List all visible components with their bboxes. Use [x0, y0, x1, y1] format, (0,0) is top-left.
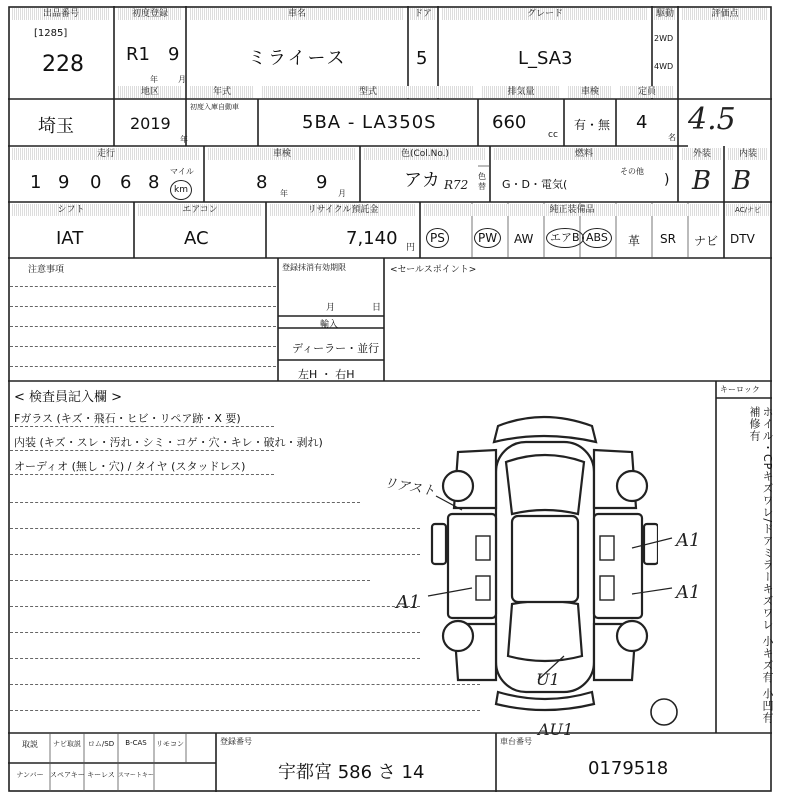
hdr-car-name: 車名: [190, 8, 404, 20]
year-value: 2019: [130, 114, 171, 133]
inspector-line: [10, 606, 420, 607]
inspector-line: [10, 632, 420, 633]
inspector-line: [10, 450, 274, 451]
hdr-doors: ドア: [410, 8, 436, 20]
hdr-import: 輸入: [320, 320, 339, 330]
hdr-checked: 車検: [208, 148, 356, 160]
shift-value: IAT: [56, 228, 84, 249]
recycle-unit: 円: [406, 243, 416, 253]
recycle-value: 7,140: [346, 228, 398, 249]
notes-line: [10, 306, 276, 307]
year-note: 初度入庫自動車: [190, 103, 239, 111]
first-reg-month: 9: [168, 44, 180, 65]
hdr-first-reg: 初度登録: [118, 8, 182, 20]
inspector-line-glass: Fガラス (キズ・飛石・ヒビ・リペア跡・X 要): [14, 412, 241, 425]
fuel-other: その他: [620, 167, 644, 176]
first-reg-era: R1: [126, 44, 150, 65]
checked-month-unit: 月: [338, 189, 346, 198]
year-unit: 年: [180, 135, 188, 144]
equip-sr: SR: [660, 232, 676, 246]
checked-year: 8: [256, 172, 268, 193]
equip-aw: AW: [514, 232, 534, 246]
hdr-equipment: 純正装備品: [424, 204, 720, 216]
lot-number: 228: [42, 52, 84, 77]
equip-ps: PS: [426, 228, 449, 248]
hdr-sales-point: <セールスポイント>: [390, 265, 477, 275]
inspector-line: [10, 474, 274, 475]
notes-line: [10, 346, 276, 347]
inspector-line: [10, 554, 420, 555]
hdr-registration-expiry: 登録抹消有効期限: [282, 263, 346, 272]
first-reg-year-unit: 年: [150, 75, 158, 84]
color-code: R72: [444, 178, 469, 192]
color-value: アカ: [404, 170, 440, 191]
hdr-inspector: < 検査員記入欄 >: [14, 390, 123, 405]
inspection-value: 有・無: [574, 118, 611, 132]
expiry-month: 月: [326, 303, 336, 313]
footer-label-remote: リモコン: [156, 740, 184, 748]
expiry-day: 日: [372, 303, 382, 313]
fuel-close: ): [664, 172, 670, 188]
mileage-digit-3: 0: [90, 172, 102, 193]
annotation-leaders: [388, 476, 708, 736]
inspector-line: [10, 580, 370, 581]
hdr-capacity: 定員: [620, 86, 674, 98]
side-notes: ホイル・CPキズワレ/ドアミラーキズワレ 小キズ有 小凹有 補修有: [748, 406, 774, 725]
equip-dtv: DTV: [730, 232, 755, 246]
aircon-value: AC: [184, 228, 209, 249]
capacity-value: 4: [636, 112, 648, 133]
model-value: 5BA - LA350S: [302, 112, 437, 133]
footer-label-manual: 取説: [22, 740, 38, 749]
hdr-mileage: 走行: [12, 148, 200, 160]
inspector-line-audio: オーディオ (無し・穴) / タイヤ (スタッドレス): [14, 460, 246, 473]
equip-abs: ABS: [582, 228, 612, 248]
inspector-line: [10, 658, 420, 659]
interior-grade: B: [732, 166, 752, 196]
mark-au1-bottom: AU1: [538, 720, 574, 739]
fuel-text: G・D・電気(: [502, 178, 568, 191]
mark-u1-front: U1: [536, 670, 560, 689]
footer-chassis-no: 0179518: [588, 758, 669, 779]
drive-2wd: 2WD: [654, 34, 674, 43]
hdr-key-lock: キーロック: [720, 385, 760, 394]
footer-reg-no: 宇都宮 586 さ 14: [278, 762, 425, 783]
hdr-model: 型式: [262, 86, 474, 98]
footer-label-smart-key: スマートキー: [118, 772, 154, 779]
mileage-unit-km: km: [170, 180, 192, 200]
hdr-lot-no: 出品番号: [12, 8, 110, 20]
hdr-inspection: 車検: [568, 86, 612, 98]
hdr-fuel: 燃料: [494, 148, 674, 160]
mileage-digit-5: 8: [148, 172, 160, 193]
footer-label-keyless: キーレス: [87, 771, 115, 779]
mark-a1-right-mid: A1: [676, 582, 701, 603]
equip-airbag: エアB: [546, 228, 584, 248]
mileage-unit-mile: マイル: [170, 167, 194, 176]
hdr-color: 色(Col.No.): [364, 148, 486, 160]
hdr-area: 地区: [118, 86, 182, 98]
hdr-shift: シフト: [12, 204, 130, 216]
hdr-score: 評価点: [682, 8, 768, 20]
score-value: 4.5: [688, 102, 736, 137]
mark-a1-left: A1: [396, 592, 421, 613]
notes-line: [10, 366, 276, 367]
checked-year-unit: 年: [280, 189, 288, 198]
footer-label-rom-sd: ロム/SD: [87, 740, 115, 748]
handle-option: 左H ・ 右H: [298, 368, 355, 381]
color-change-label: 色替: [478, 172, 486, 191]
mark-a1-right-top: A1: [676, 530, 701, 551]
hdr-reg-no: 登録番号: [220, 737, 252, 746]
grade-value: L_SA3: [518, 48, 573, 69]
equip-pw: PW: [474, 228, 501, 248]
notes-line: [10, 286, 276, 287]
footer-label-nav-manual: ナビ取説: [53, 740, 81, 748]
inspector-line-interior: 内装 (キズ・スレ・汚れ・シミ・コゲ・穴・キレ・破れ・剥れ): [14, 436, 323, 449]
checked-month: 9: [316, 172, 328, 193]
drive-4wd: 4WD: [654, 62, 674, 71]
inspector-line: [10, 528, 420, 529]
hdr-interior: 内装: [728, 148, 768, 160]
auction-sheet: [8, 6, 772, 792]
hdr-exterior: 外装: [682, 148, 722, 160]
notes-line: [10, 326, 276, 327]
area-value: 埼玉: [38, 116, 74, 137]
hdr-displacement: 排気量: [482, 86, 560, 98]
footer-label-spare-key: スペアキー: [50, 771, 85, 779]
hdr-grade: グレード: [442, 8, 648, 20]
inspector-line: [10, 502, 360, 503]
exterior-grade: B: [692, 166, 712, 196]
inspector-line: [10, 426, 274, 427]
hdr-recycle: リサイクル預託金: [270, 204, 416, 216]
first-reg-month-unit: 月: [178, 75, 186, 84]
equip-leather: 革: [628, 234, 641, 248]
doors-value: 5: [416, 48, 428, 69]
displacement-value: 660: [492, 112, 527, 133]
mileage-digit-2: 9: [58, 172, 70, 193]
footer-label-number: ナンバー: [16, 771, 44, 779]
mark-rear-left: リアスト: [382, 475, 437, 500]
dealer-option: ディーラー・並行: [292, 342, 380, 355]
capacity-unit: 名: [668, 133, 676, 142]
footer-label-bcas: B-CAS: [125, 739, 147, 747]
hdr-notes: 注意事項: [28, 265, 65, 275]
hdr-ac-nav: AC/ナビ: [726, 204, 770, 216]
lot-code: [1285]: [34, 28, 68, 39]
displacement-unit: cc: [548, 130, 558, 140]
hdr-aircon: エアコン: [138, 204, 262, 216]
equip-nav: ナビ: [694, 234, 719, 248]
car-name: ミライース: [248, 48, 347, 69]
hdr-year: 年式: [190, 86, 254, 98]
hdr-chassis: 車台番号: [500, 737, 532, 746]
mileage-digit-4: 6: [120, 172, 132, 193]
mileage-digit-1: 1: [30, 172, 42, 193]
hdr-drive: 駆動: [655, 9, 674, 19]
